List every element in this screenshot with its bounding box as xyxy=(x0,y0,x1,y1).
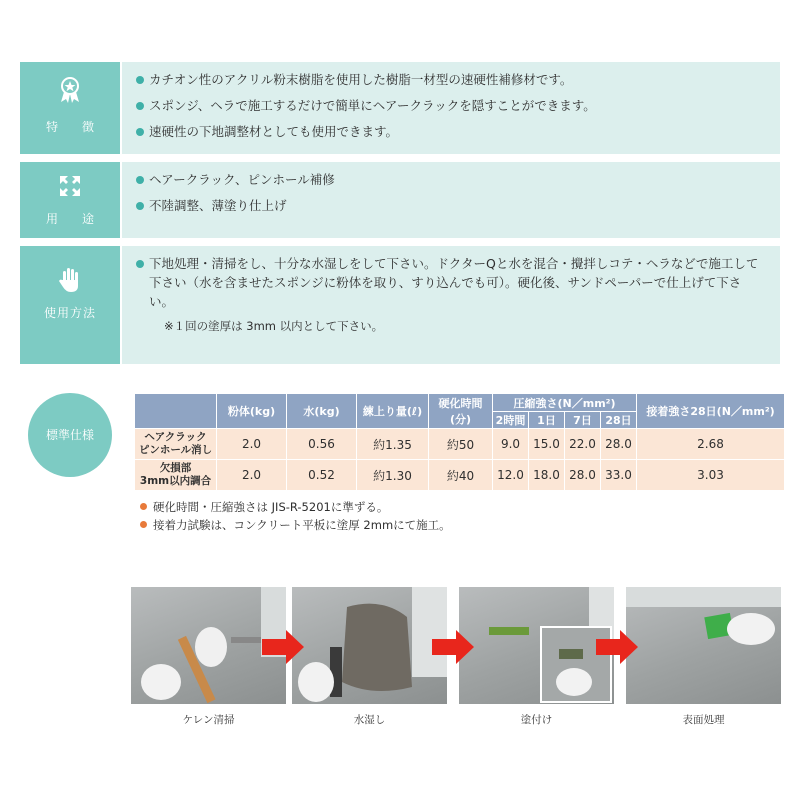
table-cell: 約50 xyxy=(429,429,493,460)
table-row xyxy=(135,429,785,460)
spec-note: 接着力試験は、コンクリート平板に塗厚 2mmにて施工。 xyxy=(140,518,451,532)
table-cell: 18.0 xyxy=(529,460,565,491)
table-cell: 28.0 xyxy=(565,460,601,491)
arrow-right-icon xyxy=(262,630,304,664)
col-header: 硬化時間(分) xyxy=(429,394,493,429)
spec-table xyxy=(134,393,785,491)
table-cell: 28.0 xyxy=(601,429,637,460)
table-cell: 約1.35 xyxy=(357,429,429,460)
arrow-right-icon xyxy=(596,630,638,664)
expand-arrows-icon xyxy=(20,174,120,203)
method-section xyxy=(20,246,780,364)
section-label: 使用方法 xyxy=(43,306,96,320)
list-item: 下地処理・清掃をし、十分な水湿しをして下さい。ドクターQと水を混合・攪拌しコテ・ヘラなどで施工して下さい（水を含ませたスポンジに粉体を取り、すり込んでも可）。硬化後、サンドペーパーで仕上げて下さい。 xyxy=(136,254,766,311)
table-cell: 約1.30 xyxy=(357,460,429,491)
table-cell: 3.03 xyxy=(637,460,785,491)
corner-cell xyxy=(135,394,217,429)
section-label: 特 徴 xyxy=(45,120,100,134)
spec-label-circle: 標準仕様 xyxy=(28,393,112,477)
step-photo-finishing xyxy=(626,587,781,704)
features-section xyxy=(20,62,780,154)
table-cell: 0.56 xyxy=(287,429,357,460)
section-label: 用 途 xyxy=(45,212,100,226)
award-ribbon-icon xyxy=(20,76,120,109)
step-caption: 塗付け xyxy=(520,714,553,726)
list-item: 不陸調整、薄塗り仕上げ xyxy=(136,196,766,216)
usage-body xyxy=(122,162,780,238)
step-caption: 水湿し xyxy=(353,714,386,726)
col-header: 粉体(kg) xyxy=(217,394,287,429)
bullet-dot-icon xyxy=(140,521,147,528)
col-header: 練上り量(ℓ) xyxy=(357,394,429,429)
method-note: ※１回の塗厚は 3mm 以内として下さい。 xyxy=(164,319,384,333)
table-cell: 2.0 xyxy=(217,460,287,491)
sub-header: 1日 xyxy=(529,412,565,429)
step-caption: ケレン清掃 xyxy=(182,714,235,726)
features-body xyxy=(122,62,780,154)
method-body xyxy=(122,246,780,364)
hand-icon xyxy=(20,266,120,299)
method-label-box xyxy=(20,246,120,364)
table-cell: 2.0 xyxy=(217,429,287,460)
spec-note: 硬化時間・圧縮強さは JIS-R-5201に準ずる。 xyxy=(140,500,388,514)
col-header: 水(kg) xyxy=(287,394,357,429)
table-cell: 2.68 xyxy=(637,429,785,460)
sub-header: 2時間 xyxy=(493,412,529,429)
list-item: カチオン性のアクリル粉末樹脂を使用した樹脂一材型の速硬性補修材です。 xyxy=(136,70,766,90)
table-cell: 15.0 xyxy=(529,429,565,460)
sub-header: 7日 xyxy=(565,412,601,429)
bullet-dot-icon xyxy=(140,503,147,510)
table-cell: 0.52 xyxy=(287,460,357,491)
row-header: 欠損部 3mm以内調合 xyxy=(135,460,217,491)
row-header: ヘアクラック ピンホール消し xyxy=(135,429,217,460)
step-caption: 表面処理 xyxy=(682,714,725,726)
sub-header: 28日 xyxy=(601,412,637,429)
table-cell: 約40 xyxy=(429,460,493,491)
col-header: 接着強さ28日(N／mm²) xyxy=(637,394,785,429)
table-cell: 12.0 xyxy=(493,460,529,491)
list-item: スポンジ、ヘラで施工するだけで簡単にヘアークラックを隠すことができます。 xyxy=(136,96,766,116)
arrow-right-icon xyxy=(432,630,474,664)
table-cell: 9.0 xyxy=(493,429,529,460)
usage-label-box xyxy=(20,162,120,238)
step-photo-wetting xyxy=(292,587,447,704)
list-item: 速硬性の下地調整材としても使用できます。 xyxy=(136,122,766,142)
table-cell: 22.0 xyxy=(565,429,601,460)
usage-section xyxy=(20,162,780,238)
list-item: ヘアークラック、ピンホール補修 xyxy=(136,170,766,190)
table-row xyxy=(135,460,785,491)
features-label-box xyxy=(20,62,120,154)
step-photo-applying xyxy=(459,587,614,704)
col-header: 圧縮強さ(N／mm²) xyxy=(493,394,637,412)
table-cell: 33.0 xyxy=(601,460,637,491)
